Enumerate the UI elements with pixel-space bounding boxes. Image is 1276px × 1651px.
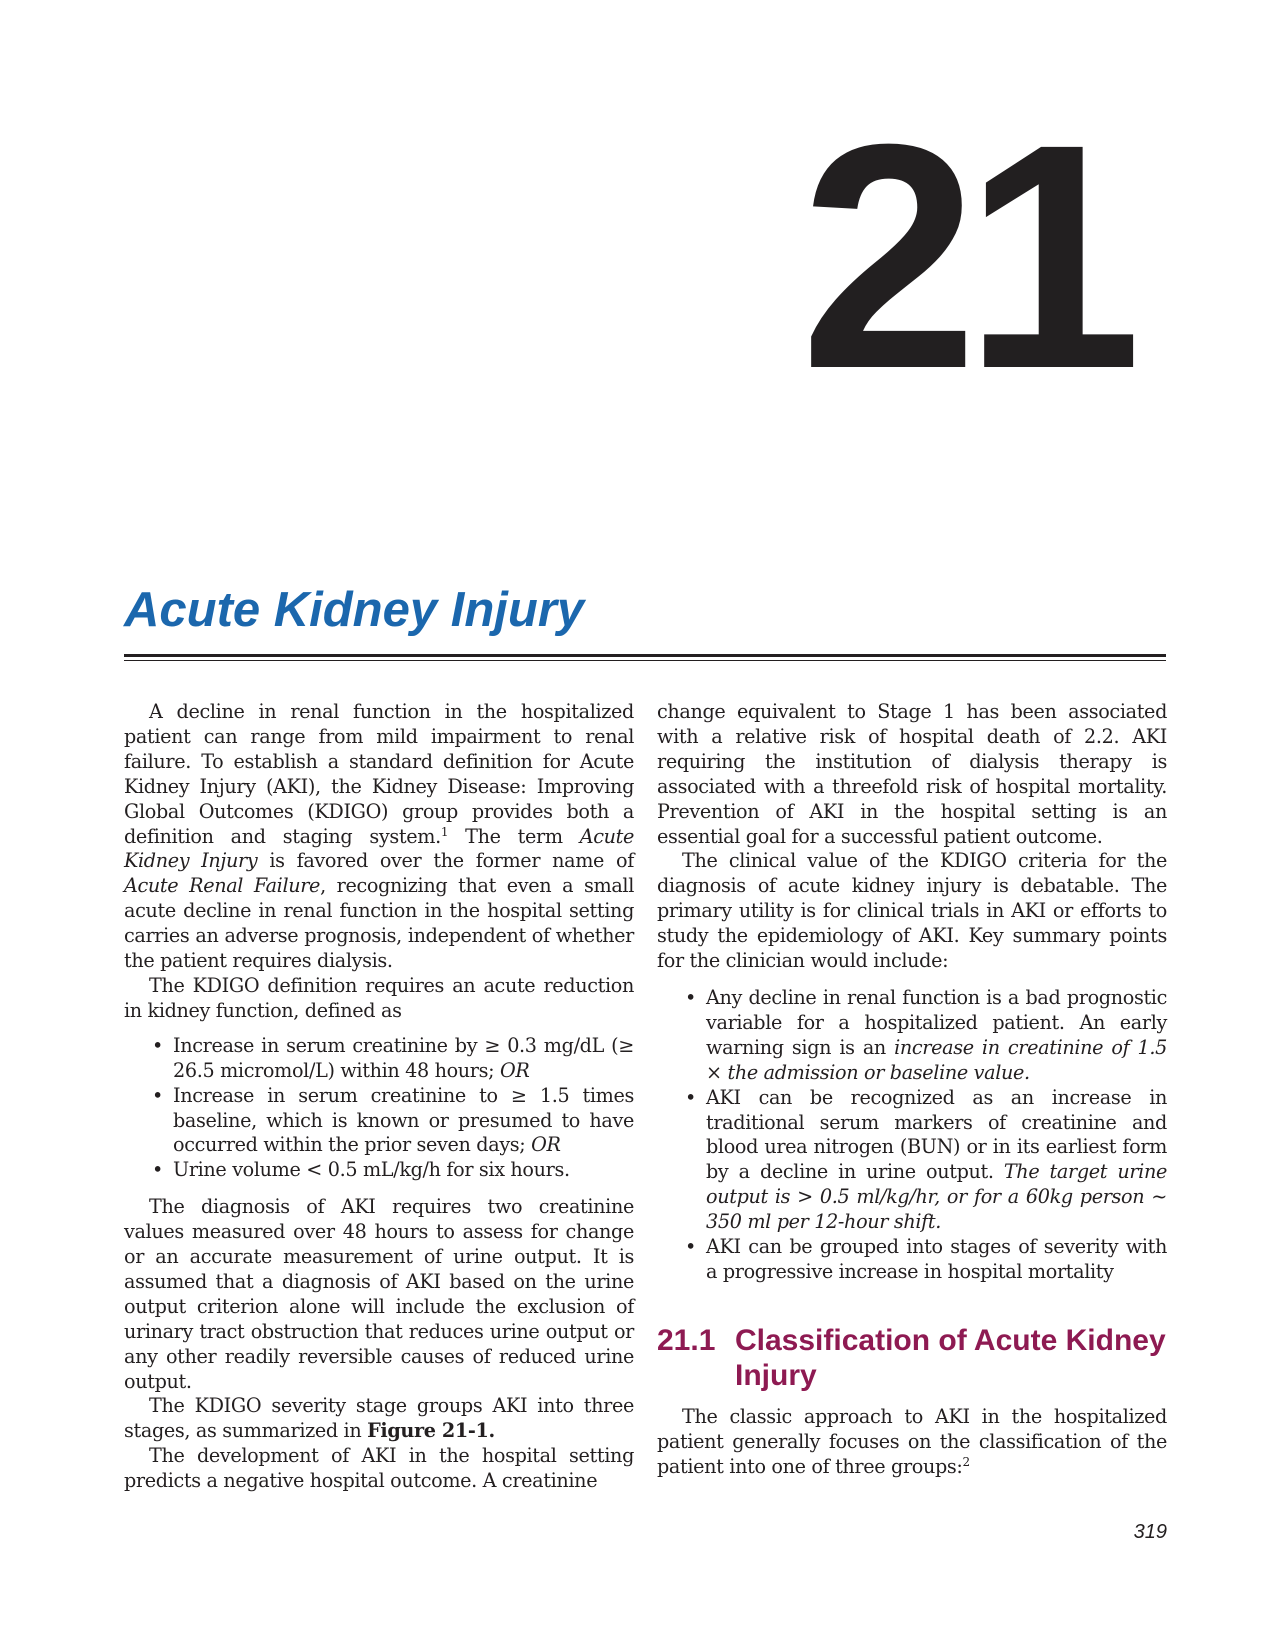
right-column: [657, 700, 1167, 1480]
left-column: [124, 700, 634, 1494]
diagnosis-paragraph: The diagnosis of AKI requires two creatinine values measured over 48 hours to assess for change or an accurate measurement of urine output. It is assumed that a diagnosis of AKI based on the urine output criterion alone will include the exclusion of urinary tract obstruction that reduces urine output or any other readily reversible causes of reduced urine output.: [124, 1195, 634, 1393]
reference-marker: 2: [962, 1454, 970, 1469]
clinical-value-paragraph: The clinical value of the KDIGO criteria for the diagnosis of acute kidney injury is debatable. The primary utility is for clinical trials in AKI or efforts to study the epidemiology of AKI. Key summary points for the clinician would include:: [657, 849, 1167, 973]
intro-paragraph: A decline in renal function in the hospitalized patient can range from mild impairment to renal failure. To establish a standard definition for Acute Kidney Injury (AKI), the Kidney Disease: Improving Global Outcomes (KDIGO) group provides both a definition and staging system.$^1$ The term Acute Kidney Injury is favored over the former name of Acute Renal Failure, recognizing that even a small acute decline in renal function in the hospital setting carries an adverse prognosis, independent of whether the patient requires dialysis.: [124, 700, 634, 973]
section-number: 21.1: [657, 1323, 716, 1357]
section-title: Classification of Acute Kidney Injury: [735, 1323, 1166, 1392]
title-rule-thin: [124, 660, 1166, 661]
chapter-title: Acute Kidney Injury: [124, 583, 585, 637]
continued-paragraph: change equivalent to Stage 1 has been associated with a relative risk of hospital death of 2.2. AKI requiring the institution of dialysis therapy is associated with a threefold risk of hospital mortality. Prevention of AKI in the hospital setting is an essential goal for a successful patient outcome.: [657, 700, 1167, 848]
page-number: 319: [1133, 1521, 1167, 1543]
list-item: • AKI can be grouped into stages of severity with a progressive increase in hospital mortality: [657, 1235, 1167, 1285]
list-item: • Urine volume < 0.5 mL/kg/h for six hours.: [124, 1158, 634, 1183]
list-item: • Increase in serum creatinine by ≥ 0.3 mg/dL (≥ 26.5 micromol/L) within 48 hours; OR: [124, 1034, 634, 1084]
reference-marker: 1: [440, 824, 449, 839]
chapter-number: 21: [800, 77, 1128, 435]
list-item: • AKI can be recognized as an increase in traditional serum markers of creatinine and blood urea nitrogen (BUN) or in its earliest form by a decline in urine output. The target urine output is > 0.5 ml/kg/hr, or for a 60kg person ~ 350 ml per 12-hour shift.: [657, 1086, 1167, 1235]
figure-reference: Figure 21-1.: [367, 1419, 495, 1443]
list-item: • Any decline in renal function is a bad prognostic variable for a hospitalized patient. An early warning sign is an increase in creatinine of 1.5 × the admission or baseline value.: [657, 986, 1167, 1086]
classification-paragraph: The classic approach to AKI in the hospitalized patient generally focuses on the classification of the patient into one of three groups:$^2$: [657, 1404, 1167, 1478]
severity-stage-paragraph: The KDIGO severity stage groups AKI into three stages, as summarized in Figure 21-1.: [124, 1394, 634, 1443]
summary-points-list: [657, 986, 1167, 1285]
definition-criteria-list: [124, 1034, 634, 1183]
section-heading: [657, 1323, 1167, 1393]
definition-paragraph: The KDIGO definition requires an acute reduction in kidney function, defined as: [124, 973, 634, 1022]
list-item: • Increase in serum creatinine to ≥ 1.5 times baseline, which is known or presumed to have occurred within the prior seven days; OR: [124, 1084, 634, 1159]
outcome-paragraph: The development of AKI in the hospital setting predicts a negative hospital outcome. A creatinine: [124, 1444, 634, 1493]
title-rule-thick: [124, 654, 1166, 657]
